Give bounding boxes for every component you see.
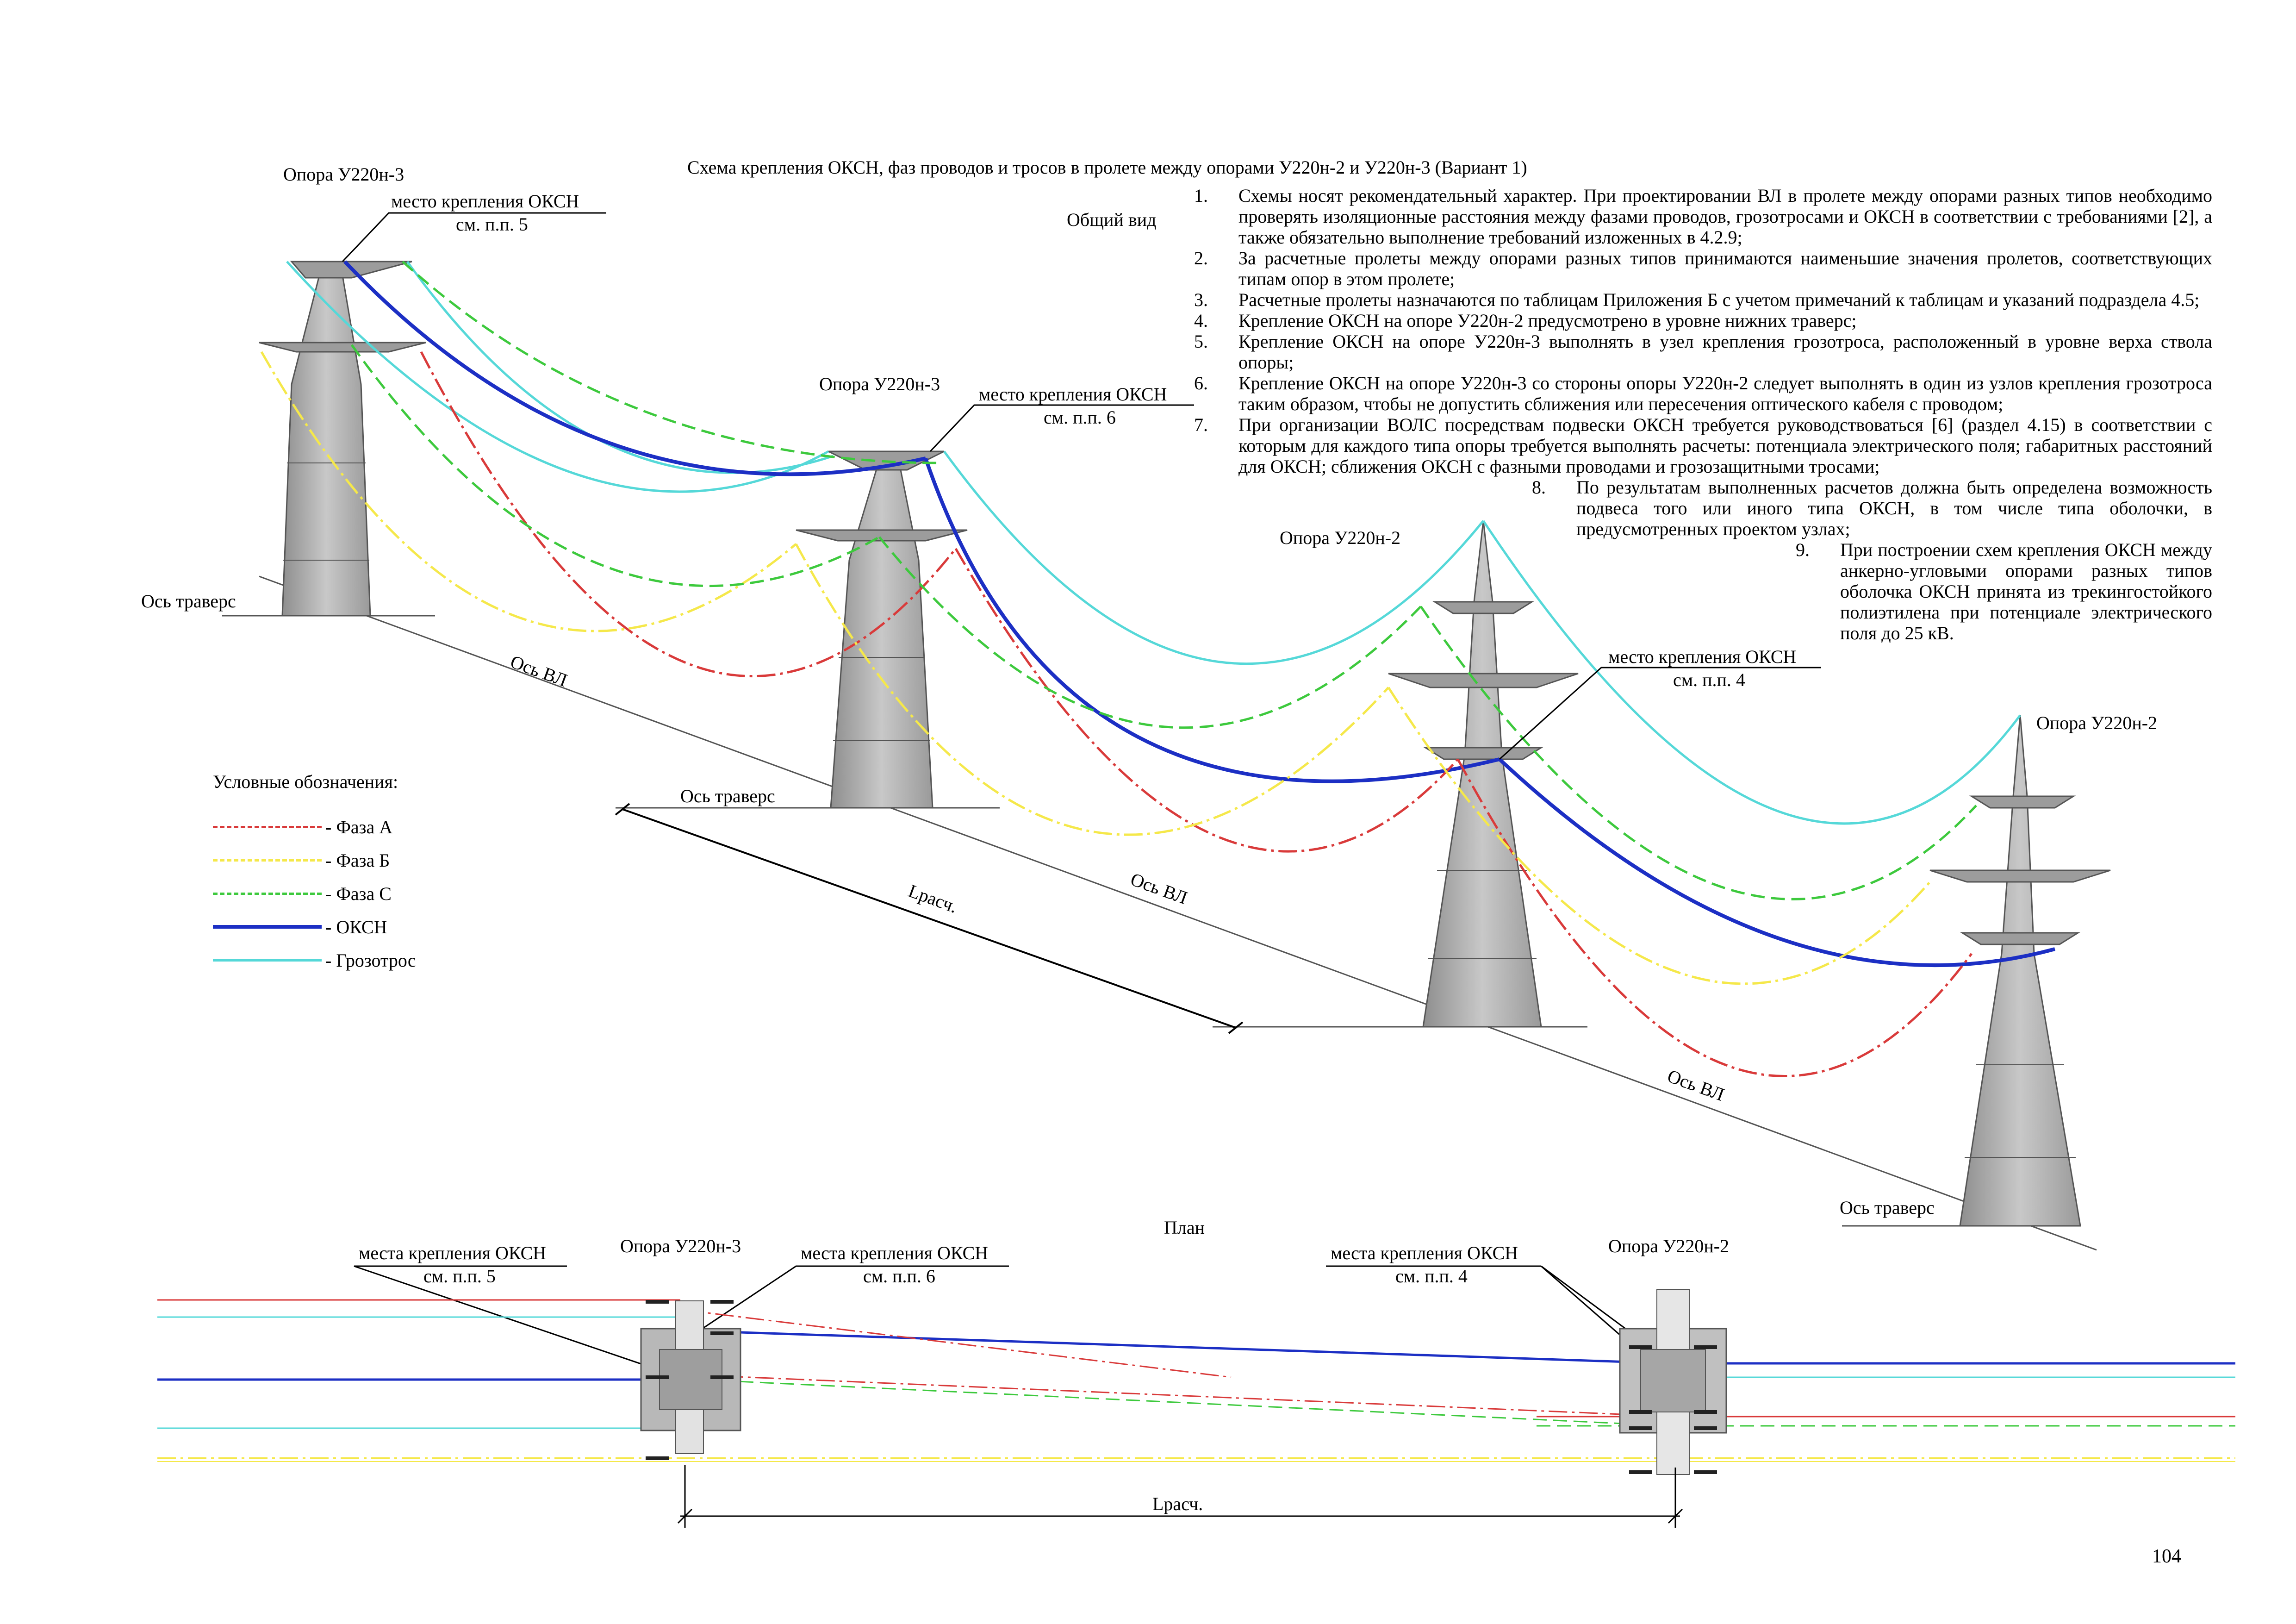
note-number: 3. [1194,289,1208,310]
note-number: 4. [1194,310,1208,331]
legend-label: - Фаза С [325,883,392,904]
legend-item-phase-a [213,810,416,843]
span-label-general: Lрасч. [905,880,960,917]
plan-callout-2-line2: см. п.п. 6 [863,1266,935,1287]
callout-t1-line2: см. п.п. 5 [456,214,528,235]
plan-tower-2 [1620,1289,1726,1474]
legend-item-ground-wire [213,943,416,977]
plan-tower-label-2: Опора У220н-2 [1608,1236,1730,1256]
legend-item-phase-c [213,877,416,910]
note-text: Крепление ОКСН на опоре У220н-3 со стороны опоры У220н-2 следует выполнять в один из узлов крепления грозотроса таким образом, чтобы не допустить сближения или пересечения оптического кабеля с проводом; [1238,373,2212,414]
note-3 [1194,289,2212,310]
legend-title: Условные обозначения: [213,771,398,792]
tower-label-4: Опора У220н-2 [2036,712,2158,733]
plan-tower-1 [641,1301,740,1458]
note-number: 5. [1194,331,1208,352]
legend-label: - Фаза А [325,816,393,837]
note-text: При построении схем крепления ОКСН между анкерно-угловыми опорами разных типов оболочка ОКСН принята из трекингостойкого полиэтилена при потенциале электрического поля до 25 кВ. [1840,539,2212,643]
note-number: 9. [1796,539,1810,560]
note-1 [1194,185,2212,248]
note-6 [1194,373,2212,414]
plan-tower-label-1: Опора У220н-3 [620,1236,741,1256]
traverse-axis-label-3: Ось траверс [1840,1197,1935,1218]
vl-axis-label-2: Ось ВЛ [1127,868,1190,908]
plan-callout-3-line1: места крепления ОКСН [1331,1243,1518,1263]
legend-item-phase-b [213,843,416,877]
legend-swatch [213,826,322,828]
note-number: 6. [1194,373,1208,394]
callout-t1-line1: место крепления ОКСН [391,191,579,212]
plan-callout-1 [354,1243,680,1377]
callout-t3 [1500,646,1821,759]
note-text: Расчетные пролеты назначаются по таблицам Приложения Б с учетом примечаний к таблицам и указаний подраздела 4.5; [1238,289,2200,310]
traverse-axis-label-2: Ось траверс [680,786,775,806]
note-7 [1194,414,2212,477]
note-number: 8. [1532,477,1546,498]
plan-callout-3-line2: см. п.п. 4 [1395,1266,1468,1287]
wires-plan [157,1300,2235,1462]
span-label-plan: Lрасч. [1152,1493,1203,1514]
note-number: 1. [1194,185,1208,206]
plan-callout-1-line1: места крепления ОКСН [359,1243,547,1263]
note-2 [1194,248,2212,289]
legend-swatch [213,959,322,962]
legend-swatch [213,893,322,895]
vl-axis-label-1: Ось ВЛ [507,651,570,691]
note-4 [1194,310,2212,331]
note-5 [1194,331,2212,373]
note-8 [1532,477,2212,539]
callout-t2-line1: место крепления ОКСН [979,384,1167,405]
phase-c-wire-4 [403,262,940,463]
callout-t3-line2: см. п.п. 4 [1673,669,1745,690]
plan-callout-2-line1: места крепления ОКСН [801,1243,989,1263]
note-text: По результатам выполненных расчетов должна быть определена возможность подвеса того или иного типа ОКСН, в том числе типа оболочки, в предусмотренных проектом узлах; [1576,477,2212,539]
general-view-label: Общий вид [1067,209,1157,230]
callout-t2 [930,384,1194,451]
plan-callout-2 [699,1243,1009,1331]
legend-item-oksn [213,910,416,943]
callout-t1 [342,191,606,262]
page-number: 104 [2152,1546,2181,1567]
tower-label-3: Опора У220н-2 [1280,527,1401,548]
note-text: Крепление ОКСН на опоре У220н-2 предусмотрено в уровне нижних траверс; [1238,310,1857,331]
legend [213,771,416,977]
note-number: 2. [1194,248,1208,269]
tower-label-2: Опора У220н-3 [819,374,940,394]
note-text: За расчетные пролеты между опорами разных типов принимаются наименьшие значения пролетов, соответствующих типам опор в этом пролете; [1238,248,2212,289]
callout-t3-line1: место крепления ОКСН [1608,646,1797,667]
note-text: Схемы носят рекомендательный характер. При проектировании ВЛ в пролете между опорами разных типов необходимо проверять изоляционные расстояния между фазами проводов, грозотросами и ОКСН в соответствии с требованиями [2], а также обязательно выполнение требований изложенных в 4.2.9; [1238,185,2212,248]
note-number: 7. [1194,414,1208,435]
axis-lines [222,576,2097,1250]
plan-callout-1-line2: см. п.п. 5 [423,1266,496,1287]
legend-label: - ОКСН [325,916,387,937]
notes-list [1194,185,2212,643]
legend-label: - Фаза Б [325,849,390,871]
note-text: Крепление ОКСН на опоре У220н-3 выполнять в узел крепления грозотроса, расположенный в уровне верха ствола опоры; [1238,331,2212,373]
ground-wire-1 [287,262,828,492]
note-9 [1796,539,2212,643]
diagram-title: Схема крепления ОКСН, фаз проводов и тросов в пролете между опорами У220н-2 и У220н-3 (Вариант 1) [687,157,1527,178]
callout-t2-line2: см. п.п. 6 [1044,407,1116,428]
note-text: При организации ВОЛС посредствам подвески ОКСН требуется руководствоваться [6] (раздел 4.15) в соответствии с которым для каждого типа опоры требуется выполнять расчеты: потенциала электрического поля; габаритных расстояний для ОКСН; сближения ОКСН с фазными проводами и грозозащитными тросами; [1238,414,2212,477]
vl-axis-label-3: Ось ВЛ [1664,1065,1727,1105]
legend-label: - Грозотрос [325,949,416,971]
legend-swatch [213,859,322,862]
tower-label-1: Опора У220н-3 [283,164,404,185]
tower-4 [1930,715,2110,1226]
legend-swatch [213,925,322,929]
traverse-axis-label-1: Ось траверс [141,591,236,612]
span-dimension [616,804,1243,1033]
plan-label: План [1164,1217,1205,1238]
